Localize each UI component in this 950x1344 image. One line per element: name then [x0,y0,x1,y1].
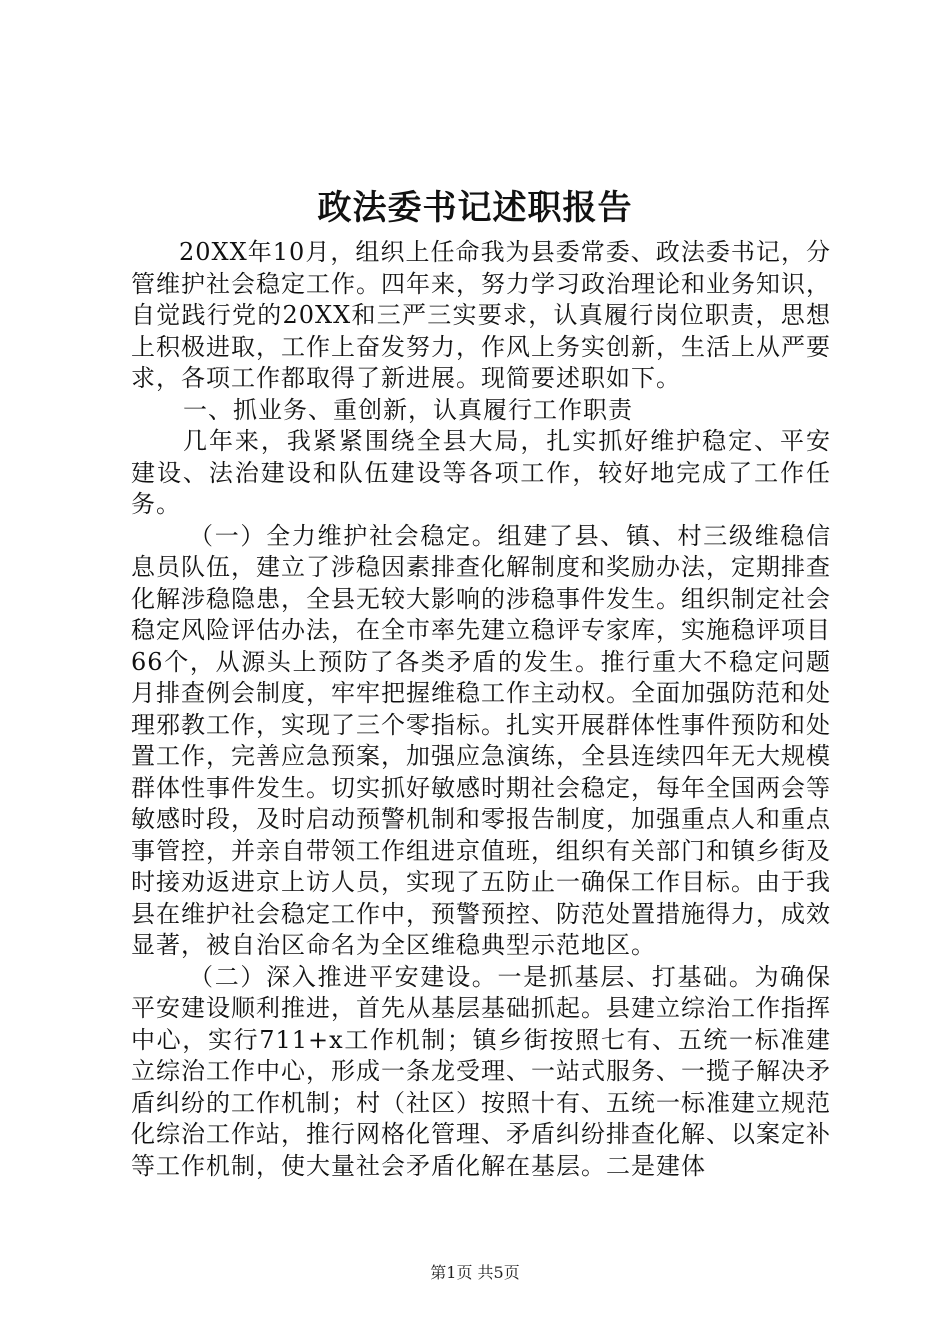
section-intro-paragraph: 几年来，我紧紧围绕全县大局，扎实抓好维护稳定、平安建设、法治建设和队伍建设等各项工作，较好地完成了工作任务。 [131,427,831,518]
subsection-1-paragraph: （一）全力维护社会稳定。组建了县、镇、村三级维稳信息员队伍，建立了涉稳因素排查化解制度和奖励办法，定期排查化解涉稳隐患，全县无较大影响的涉稳事件发生。组织制定社会稳定风险评估办法，在全市率先建立稳评专家库，实施稳评项目66个，从源头上预防了各类矛盾的发生。推行重大不稳定问题月排查例会制度，牢牢把握维稳工作主动权。全面加强防范和处理邪教工作，实现了三个零指标。扎实开展群体性事件预防和处置工作，完善应急预案，加强应急演练，全县连续四年无大规模群体性事件发生。切实抓好敏感时期社会稳定，每年全国两会等敏感时段，及时启动预警机制和零报告制度，加强重点人和重点事管控，并亲自带领工作组进京值班，组织有关部门和镇乡街及时接劝返进京上访人员，实现了五防止一确保工作目标。由于我县在维护社会稳定工作中，预警预控、防范处置措施得力，成效显著，被自治区命名为全区维稳典型示范地区。 [131,521,831,959]
section-heading: 一、抓业务、重创新，认真履行工作职责 [183,395,633,424]
page-number-footer: 第1页 共5页 [430,1263,520,1282]
subsection-2-paragraph: （二）深入推进平安建设。一是抓基层、打基础。为确保平安建设顺利推进，首先从基层基础抓起。县建立综治工作指挥中心，实行711+x工作机制；镇乡街按照七有、五统一标准建立综治工作中心，形成一条龙受理、一站式服务、一揽子解决矛盾纠纷的工作机制；村（社区）按照十有、五统一标准建立规范化综治工作站，推行网格化管理、矛盾纠纷排查化解、以案定补等工作机制，使大量社会矛盾化解在基层。二是建体 [131,962,831,1180]
document-body [131,237,831,1182]
intro-paragraph: 20XX年10月，组织上任命我为县委常委、政法委书记，分管维护社会稳定工作。四年来，努力学习政治理论和业务知识，自觉践行党的20XX和三严三实要求，认真履行岗位职责，思想上积极进取，工作上奋发努力，作风上务实创新，生活上从严要求，各项工作都取得了新进展。现简要述职如下。 [131,238,831,392]
document-title: 政法委书记述职报告 [317,188,633,228]
